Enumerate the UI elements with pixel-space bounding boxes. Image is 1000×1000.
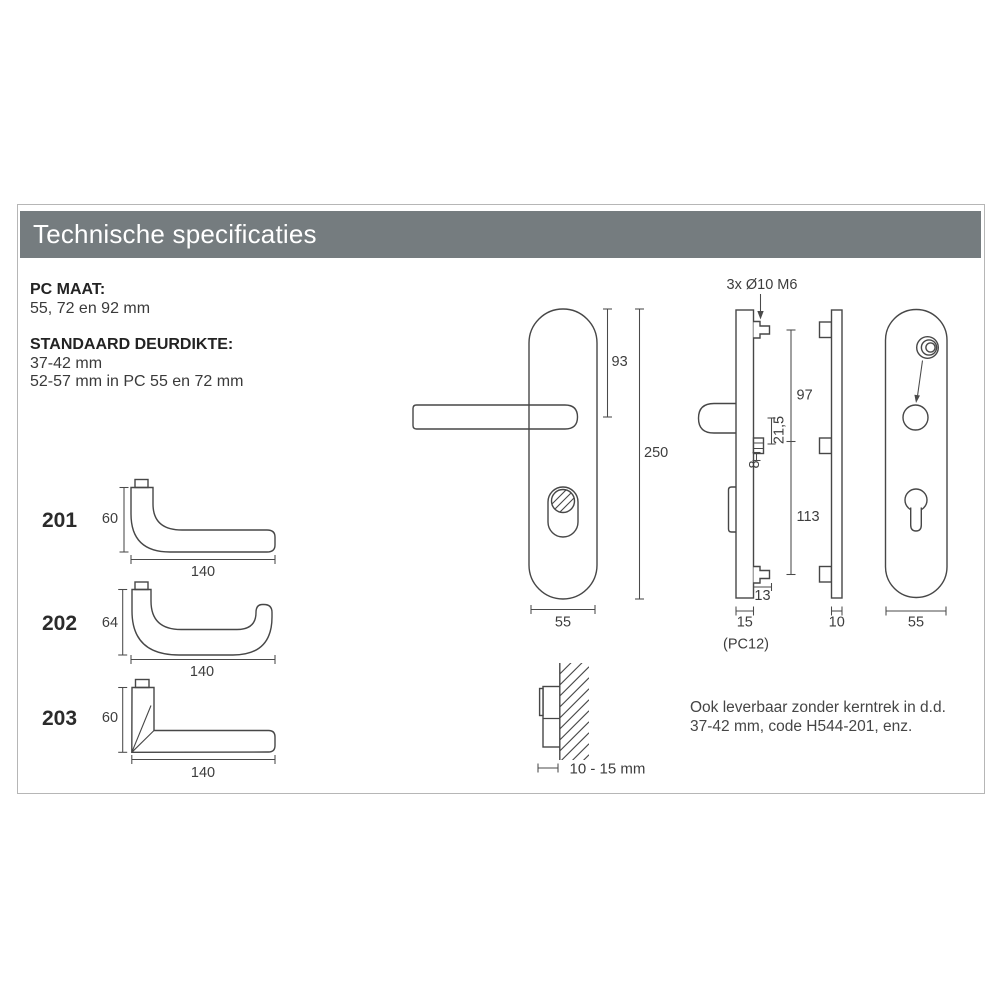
side15-cylinder-bump bbox=[729, 487, 737, 532]
side15-bottom-lug bbox=[754, 567, 770, 584]
screw-spec-label: 3x Ø10 M6 bbox=[726, 277, 798, 293]
handle-202-model-label: 202 bbox=[41, 612, 78, 635]
side15-dim-8: 8 bbox=[747, 460, 763, 469]
side10-middle-lug bbox=[820, 438, 832, 454]
side10-top-lug bbox=[820, 322, 832, 338]
side15-dim-21-5: 21,5 bbox=[771, 415, 788, 445]
back-view-drawing bbox=[886, 310, 948, 631]
handle-201-height-dim: 60 bbox=[101, 511, 119, 527]
handle-203-mitre-lines bbox=[132, 706, 154, 753]
handle-203-height-dim: 60 bbox=[101, 710, 119, 726]
side10-bottom-lug bbox=[820, 567, 832, 583]
back-plate bbox=[886, 310, 948, 598]
mounting-detail-drawing bbox=[538, 645, 645, 784]
door-thickness-label: STANDAARD DEURDIKTE: bbox=[30, 336, 234, 353]
handle-203-length-dim: 140 bbox=[190, 765, 216, 781]
handle-202-spindle-cap bbox=[135, 582, 148, 590]
handle-202-height-dim: 64 bbox=[101, 615, 119, 631]
front-dim-250: 250 bbox=[644, 445, 669, 461]
handle-202-length-dim: 140 bbox=[189, 664, 215, 680]
handle-201-drawing bbox=[42, 480, 275, 581]
side10-plate bbox=[832, 310, 843, 598]
handle-201-model-label: 201 bbox=[41, 509, 78, 532]
front-plate bbox=[529, 309, 597, 599]
side15-top-lug bbox=[754, 322, 770, 339]
front-dim-93: 93 bbox=[611, 354, 628, 370]
pc-size-value: 55, 72 en 92 mm bbox=[30, 299, 151, 317]
handle-201-outline bbox=[131, 488, 275, 553]
side-view-15-drawing bbox=[699, 277, 820, 653]
side15-middle-block bbox=[754, 438, 764, 454]
handle-202-drawing bbox=[42, 582, 275, 680]
side15-dim-13: 13 bbox=[754, 588, 771, 604]
side15-plate bbox=[736, 310, 754, 598]
spindle-hole bbox=[903, 405, 928, 430]
side15-variant-label: (PC12) bbox=[723, 636, 769, 653]
pc-size-label: PC MAAT: bbox=[30, 281, 106, 298]
mounting-dim-10-15: 10 - 15 mm bbox=[569, 760, 646, 778]
side-view-10-drawing bbox=[820, 310, 845, 631]
handle-201-length-dim: 140 bbox=[190, 564, 216, 580]
note-line-1: Ook leverbaar zonder kerntrek in d.d. bbox=[690, 699, 946, 716]
side15-dim-97: 97 bbox=[796, 387, 813, 404]
side10-dim-10: 10 bbox=[828, 614, 845, 631]
protruding-cylinder-body bbox=[543, 687, 560, 748]
handle-203-model-label: 203 bbox=[41, 707, 78, 730]
screw-spec-arrowhead bbox=[757, 311, 763, 320]
note-line-2: 37-42 mm, code H544-201, enz. bbox=[690, 717, 913, 735]
handle-203-drawing bbox=[42, 680, 275, 782]
handle-201-spindle-cap bbox=[135, 480, 148, 488]
euro-cylinder-hole-slot bbox=[911, 508, 922, 532]
front-view-drawing bbox=[413, 309, 668, 631]
mounting-detail-dimensions bbox=[538, 764, 558, 773]
euro-cylinder-hole-join bbox=[912, 503, 921, 510]
handle-203-spindle-cap bbox=[136, 680, 150, 688]
handle-203-outline bbox=[132, 688, 275, 753]
door-thickness-value-2: 52-57 mm in PC 55 en 72 mm bbox=[30, 373, 244, 390]
front-dim-55: 55 bbox=[554, 614, 572, 631]
side15-dim-15: 15 bbox=[736, 614, 753, 631]
side15-dim-113: 113 bbox=[796, 509, 820, 525]
back-dim-55: 55 bbox=[907, 614, 925, 631]
side15-handle-stub bbox=[699, 404, 737, 434]
door-thickness-value-1: 37-42 mm bbox=[30, 354, 103, 372]
handle-202-outline bbox=[132, 590, 272, 656]
page-title: Technische specificaties bbox=[33, 219, 317, 249]
protruding-cylinder-rim bbox=[540, 689, 543, 716]
